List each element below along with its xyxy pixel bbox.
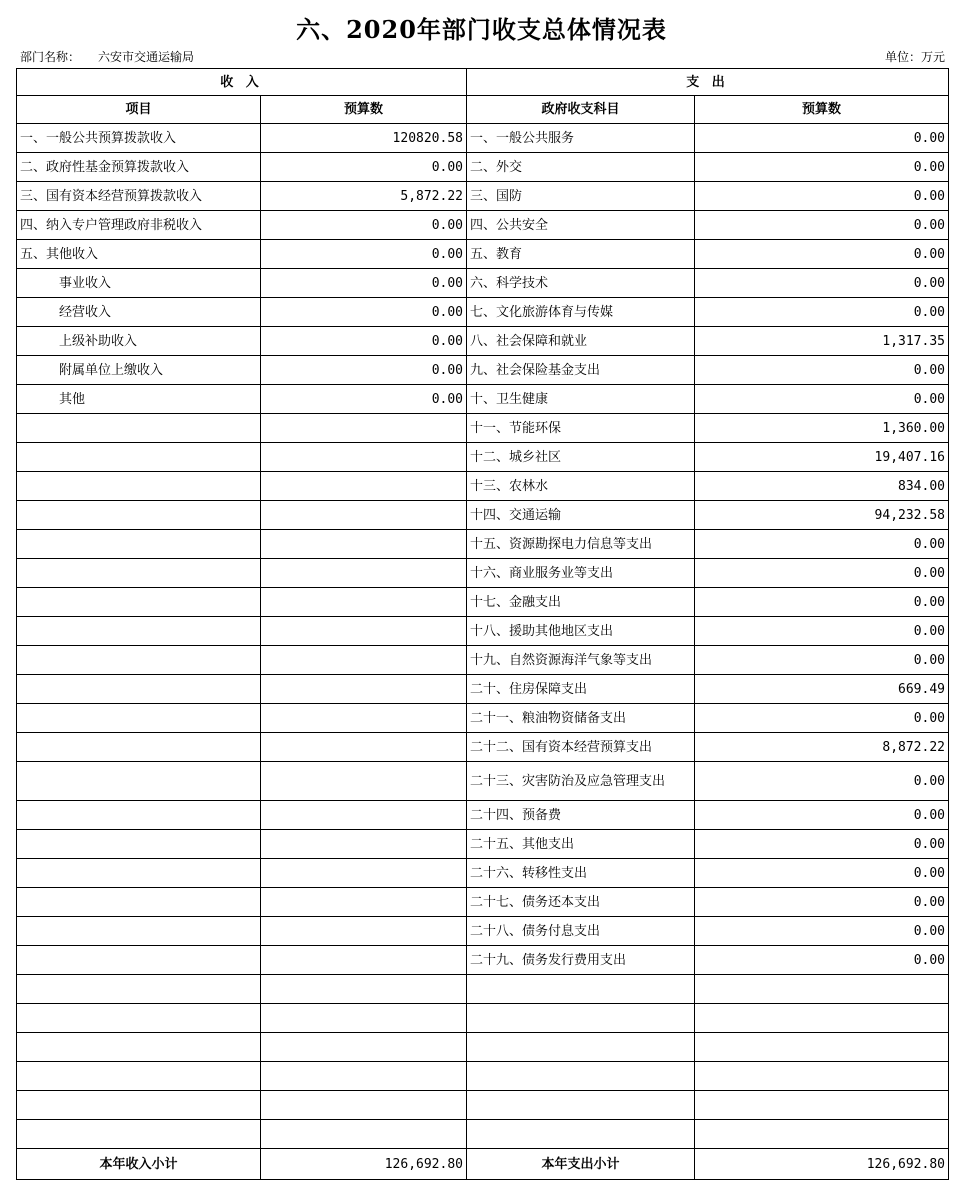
col-header-budget: 预算数 xyxy=(261,96,467,124)
expense-item-cell: 六、科学技术 xyxy=(467,269,695,298)
income-item-cell xyxy=(17,472,261,501)
expense-item-cell: 二十二、国有资本经营预算支出 xyxy=(467,733,695,762)
income-value-cell xyxy=(261,530,467,559)
table-row xyxy=(17,211,949,240)
expense-item-cell: 三、国防 xyxy=(467,182,695,211)
income-value-cell: 0.00 xyxy=(261,240,467,269)
expense-value-cell: 19,407.16 xyxy=(695,443,949,472)
expense-item-cell xyxy=(467,1062,695,1091)
income-value-cell xyxy=(261,859,467,888)
income-value-cell xyxy=(261,559,467,588)
income-value-cell: 0.00 xyxy=(261,153,467,182)
income-value-cell: 0.00 xyxy=(261,356,467,385)
table-row xyxy=(17,298,949,327)
expense-value-cell: 0.00 xyxy=(695,946,949,975)
income-value-cell xyxy=(261,617,467,646)
income-item-cell xyxy=(17,733,261,762)
table-row xyxy=(17,269,949,298)
income-item-cell: 上级补助收入 xyxy=(17,327,261,356)
income-item-cell xyxy=(17,646,261,675)
expense-value-cell: 94,232.58 xyxy=(695,501,949,530)
income-value-cell xyxy=(261,975,467,1004)
department-name: 六安市交通运输局 xyxy=(98,50,195,64)
income-value-cell xyxy=(261,946,467,975)
income-item-cell xyxy=(17,830,261,859)
expense-item-cell xyxy=(467,1120,695,1149)
table-row xyxy=(17,888,949,917)
expense-value-cell: 0.00 xyxy=(695,211,949,240)
expense-value-cell: 0.00 xyxy=(695,240,949,269)
table-row xyxy=(17,1033,949,1062)
table-row xyxy=(17,588,949,617)
expense-item-cell: 八、社会保障和就业 xyxy=(467,327,695,356)
table-row xyxy=(17,472,949,501)
table-row xyxy=(17,240,949,269)
expense-value-cell: 1,360.00 xyxy=(695,414,949,443)
expense-item-cell: 九、社会保险基金支出 xyxy=(467,356,695,385)
income-value-cell: 0.00 xyxy=(261,211,467,240)
expense-item-cell: 十八、援助其他地区支出 xyxy=(467,617,695,646)
income-item-cell xyxy=(17,801,261,830)
income-item-cell xyxy=(17,588,261,617)
income-value-cell xyxy=(261,588,467,617)
expense-total-label: 本年支出小计 xyxy=(467,1149,695,1180)
expense-value-cell: 0.00 xyxy=(695,124,949,153)
table-row xyxy=(17,646,949,675)
income-item-cell xyxy=(17,1033,261,1062)
table-row xyxy=(17,530,949,559)
expense-item-cell: 二十四、预备费 xyxy=(467,801,695,830)
expense-item-cell xyxy=(467,1091,695,1120)
table-row xyxy=(17,975,949,1004)
income-item-cell xyxy=(17,1004,261,1033)
income-item-cell: 事业收入 xyxy=(17,269,261,298)
income-value-cell xyxy=(261,830,467,859)
expense-value-cell: 0.00 xyxy=(695,617,949,646)
income-total-value: 126,692.80 xyxy=(261,1149,467,1180)
income-value-cell: 0.00 xyxy=(261,385,467,414)
table-row xyxy=(17,124,949,153)
income-item-cell: 经营收入 xyxy=(17,298,261,327)
col-header-budget-expense: 预算数 xyxy=(695,96,949,124)
table-row xyxy=(17,762,949,801)
income-value-cell xyxy=(261,801,467,830)
expense-value-cell: 0.00 xyxy=(695,704,949,733)
expense-item-cell: 二十五、其他支出 xyxy=(467,830,695,859)
income-item-cell xyxy=(17,1091,261,1120)
income-value-cell: 0.00 xyxy=(261,269,467,298)
expense-item-cell xyxy=(467,1033,695,1062)
table-row xyxy=(17,443,949,472)
income-item-cell xyxy=(17,617,261,646)
expense-section-header: 支 出 xyxy=(467,69,949,96)
table-row xyxy=(17,1004,949,1033)
income-total-label: 本年收入小计 xyxy=(17,1149,261,1180)
income-value-cell xyxy=(261,1004,467,1033)
unit-label: 单位：万元 xyxy=(884,50,945,64)
table-row xyxy=(17,917,949,946)
income-item-cell xyxy=(17,414,261,443)
expense-item-cell: 二十九、债务发行费用支出 xyxy=(467,946,695,975)
expense-value-cell: 0.00 xyxy=(695,530,949,559)
income-value-cell xyxy=(261,917,467,946)
expense-item-cell: 十四、交通运输 xyxy=(467,501,695,530)
table-row xyxy=(17,501,949,530)
income-item-cell: 四、纳入专户管理政府非税收入 xyxy=(17,211,261,240)
income-item-cell xyxy=(17,888,261,917)
income-value-cell xyxy=(261,443,467,472)
table-row xyxy=(17,675,949,704)
expense-value-cell: 0.00 xyxy=(695,859,949,888)
income-item-cell: 二、政府性基金预算拨款收入 xyxy=(17,153,261,182)
expense-value-cell: 1,317.35 xyxy=(695,327,949,356)
expense-value-cell xyxy=(695,1120,949,1149)
col-header-item: 项目 xyxy=(17,96,261,124)
income-item-cell: 其他 xyxy=(17,385,261,414)
expense-value-cell xyxy=(695,1091,949,1120)
table-row xyxy=(17,559,949,588)
expense-item-cell: 一、一般公共服务 xyxy=(467,124,695,153)
expense-item-cell: 二十七、债务还本支出 xyxy=(467,888,695,917)
income-value-cell: 120820.58 xyxy=(261,124,467,153)
income-value-cell xyxy=(261,414,467,443)
income-value-cell xyxy=(261,675,467,704)
expense-total-value: 126,692.80 xyxy=(695,1149,949,1180)
income-item-cell: 附属单位上缴收入 xyxy=(17,356,261,385)
income-item-cell xyxy=(17,917,261,946)
income-value-cell xyxy=(261,1091,467,1120)
expense-value-cell xyxy=(695,1062,949,1091)
expense-value-cell: 0.00 xyxy=(695,762,949,801)
expense-item-cell: 十一、节能环保 xyxy=(467,414,695,443)
table-row xyxy=(17,733,949,762)
expense-value-cell: 0.00 xyxy=(695,153,949,182)
expense-item-cell: 二十三、灾害防治及应急管理支出 xyxy=(467,762,695,801)
expense-value-cell: 0.00 xyxy=(695,917,949,946)
expense-item-cell: 二、外交 xyxy=(467,153,695,182)
expense-item-cell: 四、公共安全 xyxy=(467,211,695,240)
table-row xyxy=(17,801,949,830)
income-item-cell: 五、其他收入 xyxy=(17,240,261,269)
expense-item-cell: 二十、住房保障支出 xyxy=(467,675,695,704)
income-item-cell xyxy=(17,530,261,559)
table-row xyxy=(17,327,949,356)
expense-item-cell xyxy=(467,975,695,1004)
expense-item-cell: 二十一、粮油物资储备支出 xyxy=(467,704,695,733)
expense-item-cell: 十九、自然资源海洋气象等支出 xyxy=(467,646,695,675)
expense-value-cell: 0.00 xyxy=(695,588,949,617)
table-row xyxy=(17,704,949,733)
expense-value-cell: 0.00 xyxy=(695,385,949,414)
department-label: 部门名称： xyxy=(20,50,81,64)
table-row xyxy=(17,617,949,646)
table-row xyxy=(17,385,949,414)
expense-value-cell: 669.49 xyxy=(695,675,949,704)
income-value-cell: 5,872.22 xyxy=(261,182,467,211)
expense-item-cell: 十六、商业服务业等支出 xyxy=(467,559,695,588)
income-item-cell xyxy=(17,946,261,975)
income-item-cell xyxy=(17,1120,261,1149)
expense-value-cell: 0.00 xyxy=(695,356,949,385)
section-header-row xyxy=(17,69,949,96)
expense-item-cell: 二十六、转移性支出 xyxy=(467,859,695,888)
income-item-cell xyxy=(17,859,261,888)
table-row xyxy=(17,1062,949,1091)
table-row xyxy=(17,946,949,975)
expense-item-cell xyxy=(467,1004,695,1033)
income-item-cell xyxy=(17,704,261,733)
table-row xyxy=(17,859,949,888)
column-header-row xyxy=(17,96,949,124)
expense-item-cell: 七、文化旅游体育与传媒 xyxy=(467,298,695,327)
income-item-cell xyxy=(17,501,261,530)
income-item-cell xyxy=(17,443,261,472)
income-item-cell: 三、国有资本经营预算拨款收入 xyxy=(17,182,261,211)
expense-item-cell: 十五、资源勘探电力信息等支出 xyxy=(467,530,695,559)
income-item-cell xyxy=(17,1062,261,1091)
expense-value-cell: 0.00 xyxy=(695,646,949,675)
income-item-cell xyxy=(17,675,261,704)
table-row xyxy=(17,830,949,859)
expense-item-cell: 二十八、债务付息支出 xyxy=(467,917,695,946)
income-value-cell: 0.00 xyxy=(261,298,467,327)
income-item-cell xyxy=(17,762,261,801)
income-value-cell xyxy=(261,888,467,917)
income-value-cell xyxy=(261,646,467,675)
expense-value-cell: 0.00 xyxy=(695,801,949,830)
expense-value-cell xyxy=(695,1004,949,1033)
page-title: 六、2020年部门收支总体情况表 xyxy=(296,15,667,44)
expense-value-cell: 834.00 xyxy=(695,472,949,501)
expense-value-cell: 0.00 xyxy=(695,888,949,917)
expense-item-cell: 五、教育 xyxy=(467,240,695,269)
expense-item-cell: 十七、金融支出 xyxy=(467,588,695,617)
table-row xyxy=(17,1091,949,1120)
table-row xyxy=(17,182,949,211)
expense-value-cell: 0.00 xyxy=(695,559,949,588)
expense-value-cell: 8,872.22 xyxy=(695,733,949,762)
income-value-cell xyxy=(261,1120,467,1149)
income-value-cell xyxy=(261,501,467,530)
income-section-header: 收 入 xyxy=(17,69,467,96)
income-value-cell: 0.00 xyxy=(261,327,467,356)
expense-value-cell: 0.00 xyxy=(695,298,949,327)
table-row xyxy=(17,153,949,182)
income-value-cell xyxy=(261,733,467,762)
department-info xyxy=(20,48,194,65)
totals-row xyxy=(17,1149,949,1180)
income-item-cell: 一、一般公共预算拨款收入 xyxy=(17,124,261,153)
table-row xyxy=(17,1120,949,1149)
income-value-cell xyxy=(261,762,467,801)
expense-item-cell: 十三、农林水 xyxy=(467,472,695,501)
income-value-cell xyxy=(261,1033,467,1062)
income-item-cell xyxy=(17,975,261,1004)
table-row xyxy=(17,414,949,443)
expense-item-cell: 十二、城乡社区 xyxy=(467,443,695,472)
expense-item-cell: 十、卫生健康 xyxy=(467,385,695,414)
expense-value-cell xyxy=(695,1033,949,1062)
income-value-cell xyxy=(261,704,467,733)
income-item-cell xyxy=(17,559,261,588)
table-row xyxy=(17,356,949,385)
income-value-cell xyxy=(261,472,467,501)
expense-value-cell: 0.00 xyxy=(695,830,949,859)
budget-table xyxy=(16,68,949,1180)
income-value-cell xyxy=(261,1062,467,1091)
expense-value-cell: 0.00 xyxy=(695,182,949,211)
col-header-subject: 政府收支科目 xyxy=(467,96,695,124)
expense-value-cell xyxy=(695,975,949,1004)
expense-value-cell: 0.00 xyxy=(695,269,949,298)
